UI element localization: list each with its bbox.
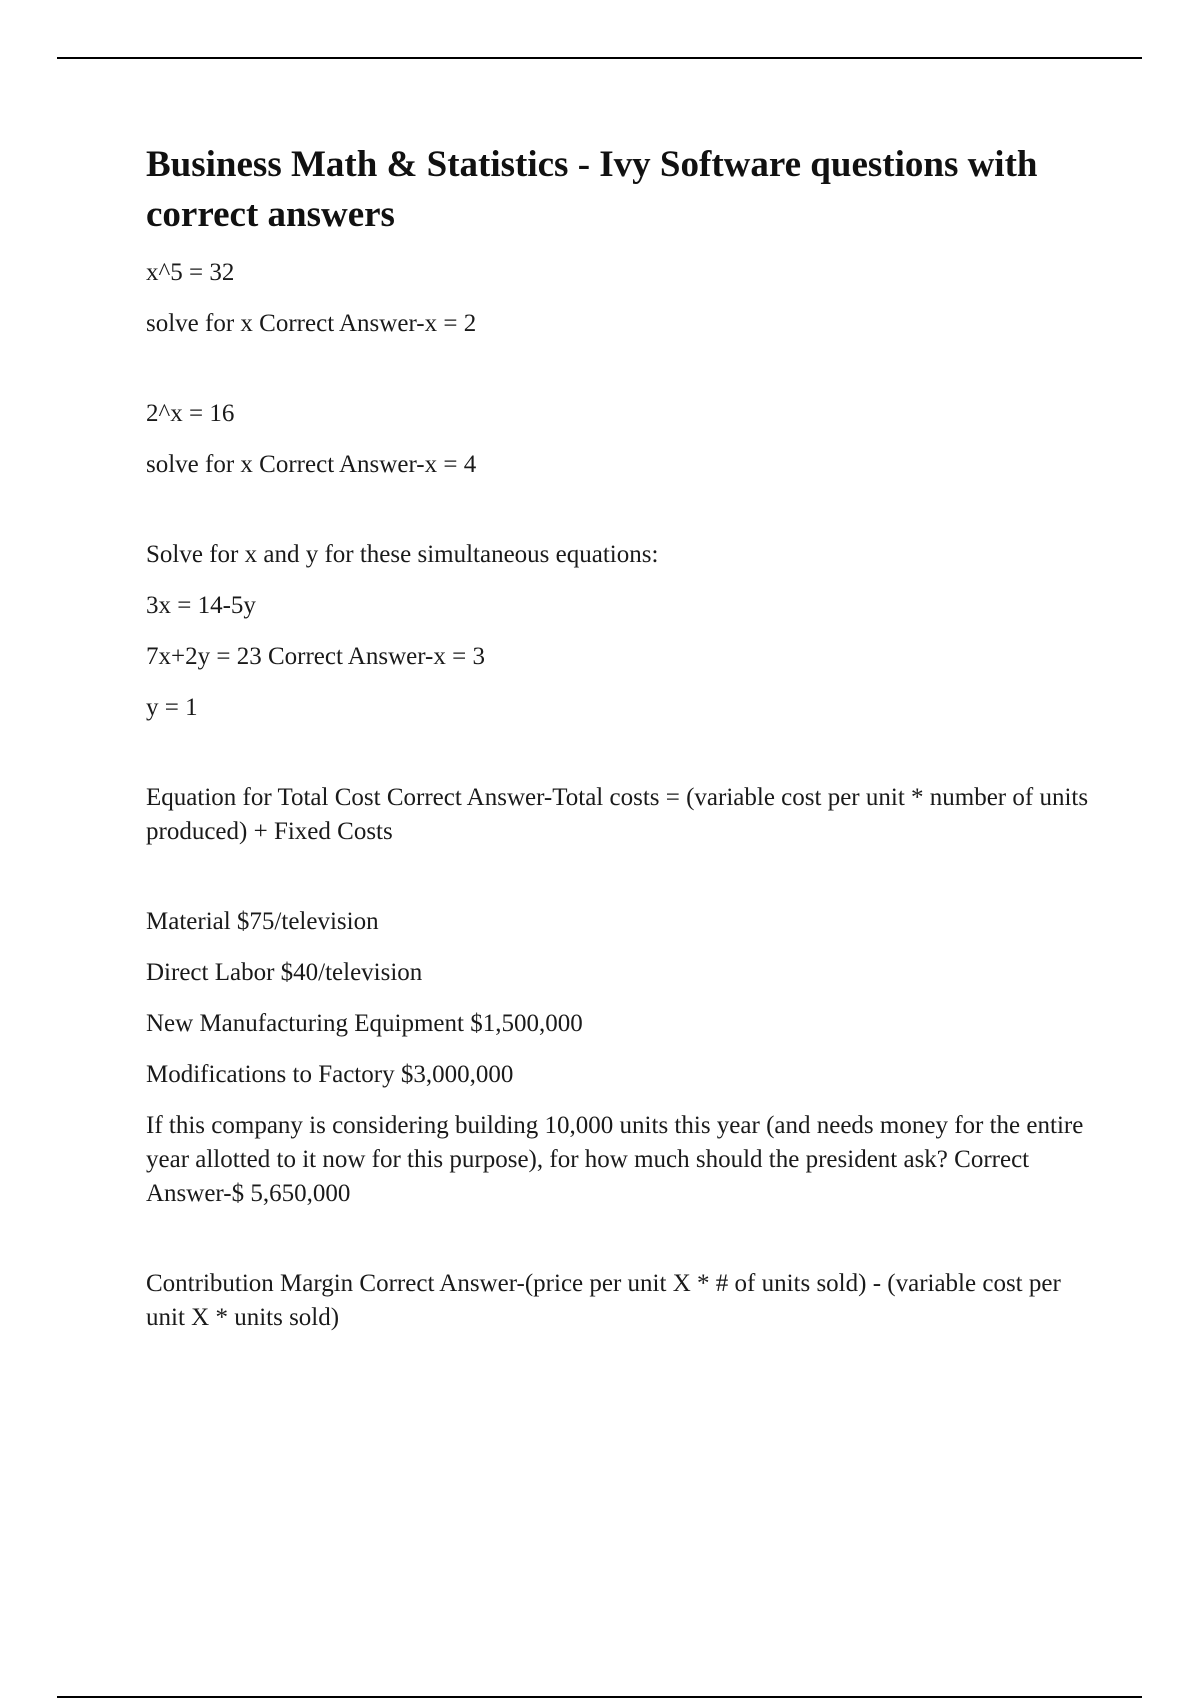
question-block — [146, 781, 1096, 849]
answer-line: If this company is considering building 10,000 units this year (and needs money for the entire year allotted to it now for this purpose), for how much should the president ask? Correct Answer-$ 5,650,000 — [146, 1112, 1084, 1207]
question-block — [146, 538, 1096, 725]
document-title: Business Math & Statistics - Ivy Software questions with correct answers — [146, 144, 1038, 235]
document-body — [146, 140, 1096, 1391]
question-line: 3x = 14-5y — [146, 592, 256, 619]
answer-line: y = 1 — [146, 694, 198, 721]
question-line: Modifications to Factory $3,000,000 — [146, 1061, 514, 1088]
answer-line: solve for x Correct Answer-x = 2 — [146, 310, 477, 337]
question-block — [146, 256, 1096, 341]
question-block — [146, 397, 1096, 482]
answer-line: 7x+2y = 23 Correct Answer-x = 3 — [146, 643, 485, 670]
answer-line: solve for x Correct Answer-x = 4 — [146, 451, 477, 478]
question-line: Solve for x and y for these simultaneous equations: — [146, 541, 659, 568]
answer-line: Contribution Margin Correct Answer-(price per unit X * # of units sold) - (variable cost per unit X * units sold) — [146, 1270, 1061, 1331]
question-line: Material $75/television — [146, 908, 379, 935]
header-rule — [57, 57, 1142, 59]
question-line: 2^x = 16 — [146, 400, 235, 427]
footer-rule — [57, 1696, 1142, 1698]
question-block — [146, 905, 1096, 1211]
answer-line: Equation for Total Cost Correct Answer-Total costs = (variable cost per unit * number of units produced) + Fixed Costs — [146, 784, 1089, 845]
question-line: x^5 = 32 — [146, 259, 235, 286]
question-line: Direct Labor $40/television — [146, 959, 423, 986]
question-line: New Manufacturing Equipment $1,500,000 — [146, 1010, 583, 1037]
question-block — [146, 1267, 1096, 1335]
